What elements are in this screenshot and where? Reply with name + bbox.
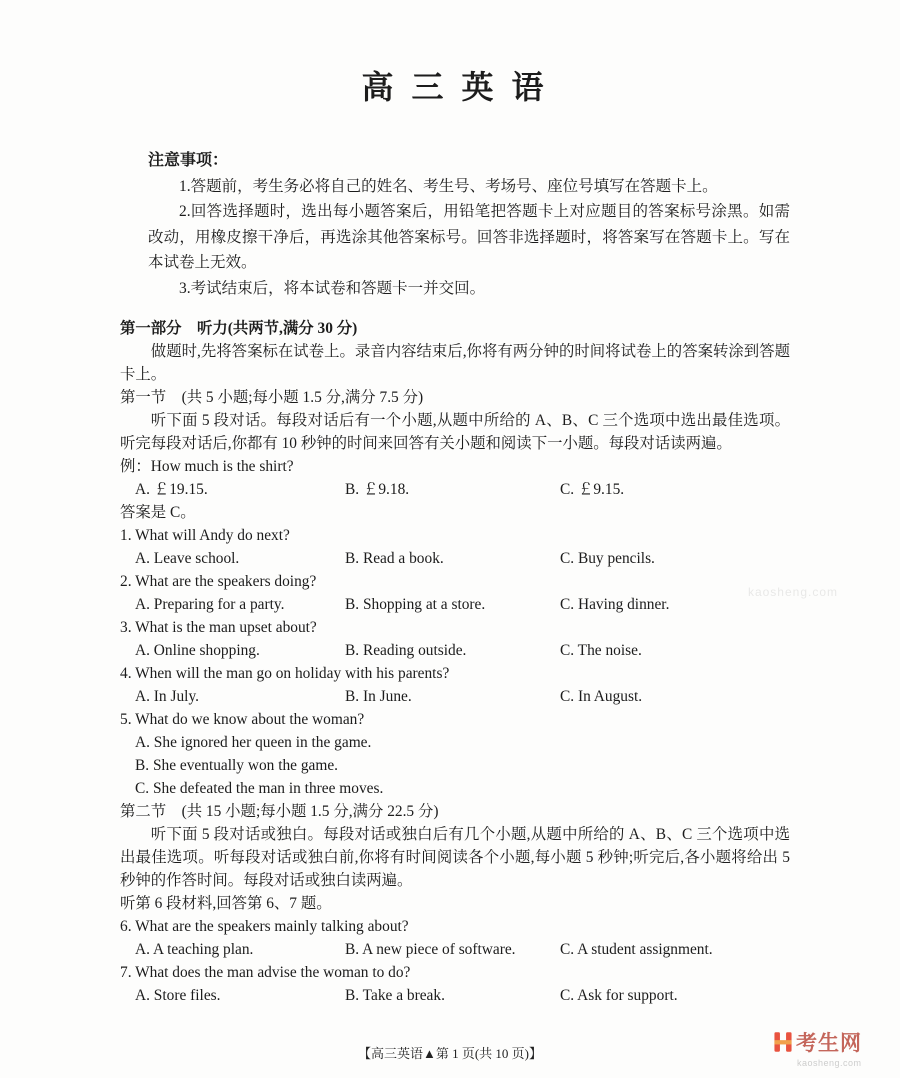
option-a: A. Leave school. — [135, 550, 240, 567]
question-5 — [120, 708, 790, 800]
option-a: A. In July. — [135, 688, 199, 705]
question-3 — [120, 616, 790, 662]
watermark-row — [773, 1027, 862, 1057]
site-watermark — [773, 1027, 862, 1068]
option-b: B. Read a book. — [345, 550, 444, 567]
option-a: A. ￡19.15. — [135, 481, 208, 498]
question-2 — [120, 570, 790, 616]
option-c: C. Buy pencils. — [560, 550, 655, 567]
option-b: B. Take a break. — [345, 987, 445, 1004]
options-row — [120, 938, 790, 961]
question-1 — [120, 524, 790, 570]
notice-section — [148, 148, 790, 301]
question-6 — [120, 915, 790, 961]
options-row — [120, 593, 790, 616]
option-c: C. The noise. — [560, 642, 642, 659]
question-text: 7. What does the man advise the woman to do? — [120, 964, 411, 981]
page-content — [120, 0, 790, 1007]
notice-heading: 注意事项： — [148, 152, 229, 169]
material-note: 听第 6 段材料,回答第 6、7 题。 — [120, 895, 332, 912]
example-answer: 答案是 C。 — [120, 504, 196, 521]
option-b: B. She eventually won the game. — [135, 757, 339, 774]
watermark-brand: 考生网 — [796, 1032, 862, 1055]
section2-heading: 第二节 (共 15 小题;每小题 1.5 分,满分 22.5 分) — [120, 803, 439, 820]
faint-watermark: kaosheng.com — [747, 585, 838, 599]
options-row — [120, 685, 790, 708]
section1-heading: 第一节 (共 5 小题;每小题 1.5 分,满分 7.5 分) — [120, 389, 424, 406]
option-c: C. ￡9.15. — [560, 481, 625, 498]
example-options-row — [120, 478, 790, 501]
option-b: B. Shopping at a store. — [345, 596, 486, 613]
notice-item-3: 3.考试结束后，将本试卷和答题卡一并交回。 — [179, 279, 486, 297]
question-7 — [120, 961, 790, 1007]
section1-intro: 听下面 5 段对话。每段对话后有一个小题,从题中所给的 A、B、C 三个选项中选出最佳选项。听完每段对话后,你都有 10 秒钟的时间来回答有关小题和阅读下一小题。每段对话读两遍。 — [120, 412, 790, 452]
notice-item-1: 1.答题前，考生务必将自己的姓名、考生号、考场号、座位号填写在答题卡上。 — [179, 177, 718, 195]
question-text: 6. What are the speakers mainly talking about? — [120, 918, 409, 935]
page-title: 高 三 英 语 — [361, 69, 549, 105]
section2-intro: 听下面 5 段对话或独白。每段对话或独白后有几个小题,从题中所给的 A、B、C 三个选项中选出最佳选项。听每段对话或独白前,你将有时间阅读各个小题,每小题 5 秒钟;听完后,各小题将给出 5 秒钟的作答时间。每段对话或独白读两遍。 — [120, 826, 790, 889]
example-question: 例：How much is the shirt? — [120, 458, 294, 475]
exam-body — [120, 317, 790, 1007]
options-stacked — [120, 731, 790, 800]
options-row — [120, 547, 790, 570]
option-b: B. Reading outside. — [345, 642, 467, 659]
question-text: 2. What are the speakers doing? — [120, 573, 317, 590]
option-c: C. In August. — [560, 688, 643, 705]
option-a: A. Store files. — [135, 987, 221, 1004]
watermark-domain: kaosheng.com — [797, 1058, 862, 1068]
option-c: C. Having dinner. — [560, 596, 670, 613]
part1-intro: 做题时,先将答案标在试卷上。录音内容结束后,你将有两分钟的时间将试卷上的答案转涂到答题卡上。 — [120, 343, 790, 383]
options-row — [120, 984, 790, 1007]
question-text: 1. What will Andy do next? — [120, 527, 290, 544]
question-text: 4. When will the man go on holiday with his parents? — [120, 665, 450, 682]
option-c: C. She defeated the man in three moves. — [135, 780, 384, 797]
question-text: 5. What do we know about the woman? — [120, 711, 365, 728]
question-text: 3. What is the man upset about? — [120, 619, 317, 636]
option-a: A. She ignored her queen in the game. — [135, 734, 372, 751]
part1-heading: 第一部分 听力(共两节,满分 30 分) — [120, 320, 358, 337]
example-block — [120, 455, 790, 524]
kaosheng-logo-icon — [773, 1031, 793, 1053]
option-b: B. In June. — [345, 688, 412, 705]
question-4 — [120, 662, 790, 708]
option-b: B. A new piece of software. — [345, 941, 516, 958]
option-b: B. ￡9.18. — [345, 481, 410, 498]
option-c: C. A student assignment. — [560, 941, 713, 958]
option-a: A. Preparing for a party. — [135, 596, 285, 613]
option-a: A. A teaching plan. — [135, 941, 254, 958]
page-footer: 【高三英语▲第 1 页(共 10 页)】 — [357, 1046, 543, 1061]
option-a: A. Online shopping. — [135, 642, 260, 659]
options-row — [120, 639, 790, 662]
notice-item-2: 2.回答选择题时，选出每小题答案后，用铅笔把答题卡上对应题目的答案标号涂黑。如需改动，用橡皮擦干净后，再选涂其他答案标号。回答非选择题时，将答案写在答题卡上。写在本试卷上无效。 — [148, 203, 790, 271]
option-c: C. Ask for support. — [560, 987, 678, 1004]
